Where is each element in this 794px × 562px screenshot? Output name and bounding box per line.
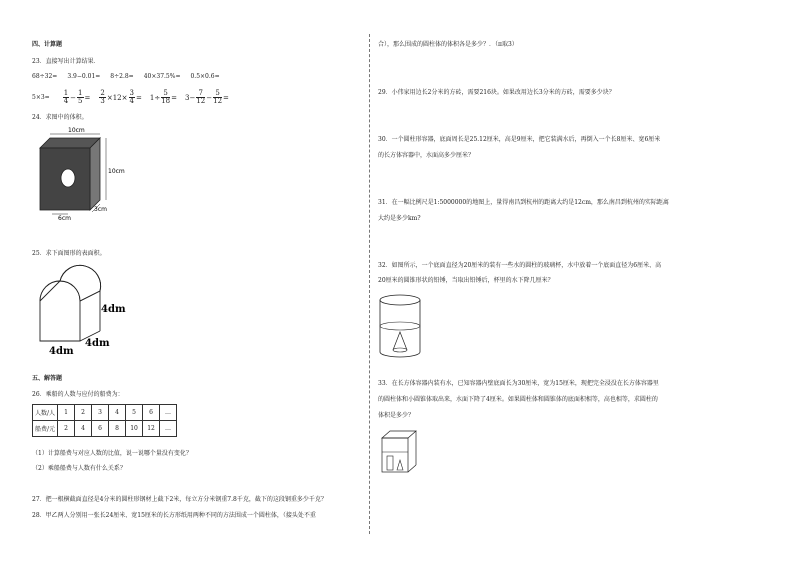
fee-table (32, 404, 177, 437)
table-cell: 4 (109, 405, 126, 421)
fig24-side-label: 10cm (108, 168, 125, 175)
table-cell: … (160, 421, 177, 437)
question-28: 28．甲乙两人分别用一张长24厘米、宽15厘米的长方形纸用两种不同的方法围成一个圆柱体，（接头处不重 (32, 512, 316, 519)
table-cell: 5 (126, 405, 143, 421)
figure-24-cube (30, 128, 140, 223)
calc-3: 8÷2.8= (110, 73, 134, 80)
question-28-continued: 合），那么围成的圆柱体的体积各是多少？．（π取3） (378, 41, 518, 48)
question-26: 26．乘船的人数与应付的船费为： (32, 391, 124, 398)
table-cell: 6 (143, 405, 160, 421)
question-26-part-1: （1）计算船费与对应人数的比值，说一说哪个量没有变化？ (32, 450, 192, 457)
table-cell: 人数/人 (33, 405, 58, 421)
question-24: 24．求图中的体积。 (32, 114, 88, 121)
fig25-bottom-label: 4dm (49, 346, 74, 357)
calc-7: $\frac{1}{4}$ − $\frac{1}{5}$ = (63, 89, 91, 105)
table-cell: 2 (58, 421, 75, 437)
section-5-heading: 五、解答题 (32, 375, 63, 382)
calc-8: $\frac{2}{3}$ ×12× $\frac{3}{4}$ = (100, 89, 142, 105)
fig24-top-label: 10cm (68, 127, 85, 134)
question-30-line-1: 30．一个圆柱形容器，底面周长是25.12厘米，高是9厘米，把它装满水后，再倒入一个长8厘米、宽6厘米 (378, 136, 661, 143)
calc-2: 3.9−0.01= (67, 73, 101, 80)
table-cell: 2 (75, 405, 92, 421)
calc-5: 0.5×0.6= (190, 73, 220, 80)
calc-10: 3− $\frac{7}{12}$ − $\frac{5}{12}$ = (184, 89, 229, 105)
fig24-bottom-label: 6cm (58, 215, 71, 222)
table-cell: 4 (75, 421, 92, 437)
calc-4: 40×37.5%= (143, 73, 181, 80)
table-cell: 12 (143, 421, 160, 437)
table-cell: 3 (92, 405, 109, 421)
calc-9: 1 ÷ $\frac{5}{18}$ = (149, 89, 177, 105)
question-30-line-2: 的长方体容器中，水面高多少厘米？ (378, 152, 475, 159)
table-cell: 10 (126, 421, 143, 437)
question-33-line-1: 33．在长方体容器内装有水，已知容器内壁底面长为30厘米，宽为15厘米，现把完全浸没在长方体容器里 (378, 380, 659, 387)
question-29: 29．小伟家用边长2分米的方砖，需要216块。如果改用边长3分米的方砖，需要多少块？ (378, 89, 615, 96)
figure-32-cylinder-cone (378, 292, 428, 360)
figure-33-container (380, 428, 420, 476)
column-divider (369, 34, 370, 534)
section-4-heading: 四、计算题 (32, 41, 63, 48)
table-cell: 8 (109, 421, 126, 437)
table-row (33, 421, 177, 437)
table-row (33, 405, 177, 421)
table-cell: 1 (58, 405, 75, 421)
question-31-line-2: 大约是多少km? (378, 215, 421, 222)
question-33-line-2: 的圆柱体和小圆锥体取出来，水面下降了4厘米。如果圆柱体和圆锥体的底面积相等，高也相等，求圆柱的 (378, 396, 658, 403)
question-26-part-2: （2）乘船船费与人数有什么关系？ (32, 465, 126, 472)
table-cell: … (160, 405, 177, 421)
fig25-height-label: 4dm (101, 304, 126, 315)
table-cell: 6 (92, 421, 109, 437)
table-cell: 船费/元 (33, 421, 58, 437)
question-31-line-1: 31．在一幅比例尺是1:5000000的地图上，量得南昌到杭州的距离大约是12cm，那么南昌到杭州的实际距离 (378, 199, 669, 206)
question-27: 27．把一根横截面直径是4分米的圆柱形钢材上截下2米，每立方分米钢重7.8千克，截下的这段钢重多少千克？ (32, 496, 327, 503)
question-32-line-2: 20厘米的圆锥形状的铅锤，当取出铅锤后，杯里的水下降几厘米？ (378, 277, 554, 284)
fig25-depth-label: 4dm (85, 338, 110, 349)
calc-row-1 (32, 73, 228, 80)
fig24-depth-label: 3cm (94, 206, 107, 213)
question-32-line-1: 32．如图所示，一个底面直径为20厘米的装有一些水的圆柱的玻璃杯，水中放着一个底面直径为6厘米、高 (378, 262, 662, 269)
question-33-line-3: 体积是多少？ (378, 412, 415, 419)
question-23: 23．直接写出计算结果． (32, 58, 100, 65)
calc-6: 5×3= (32, 94, 50, 101)
calc-row-2 (32, 90, 237, 105)
question-25: 25．求下面图形的表面积。 (32, 250, 106, 257)
calc-1: 68÷32= (32, 73, 58, 80)
figure-25-solid (35, 266, 145, 356)
